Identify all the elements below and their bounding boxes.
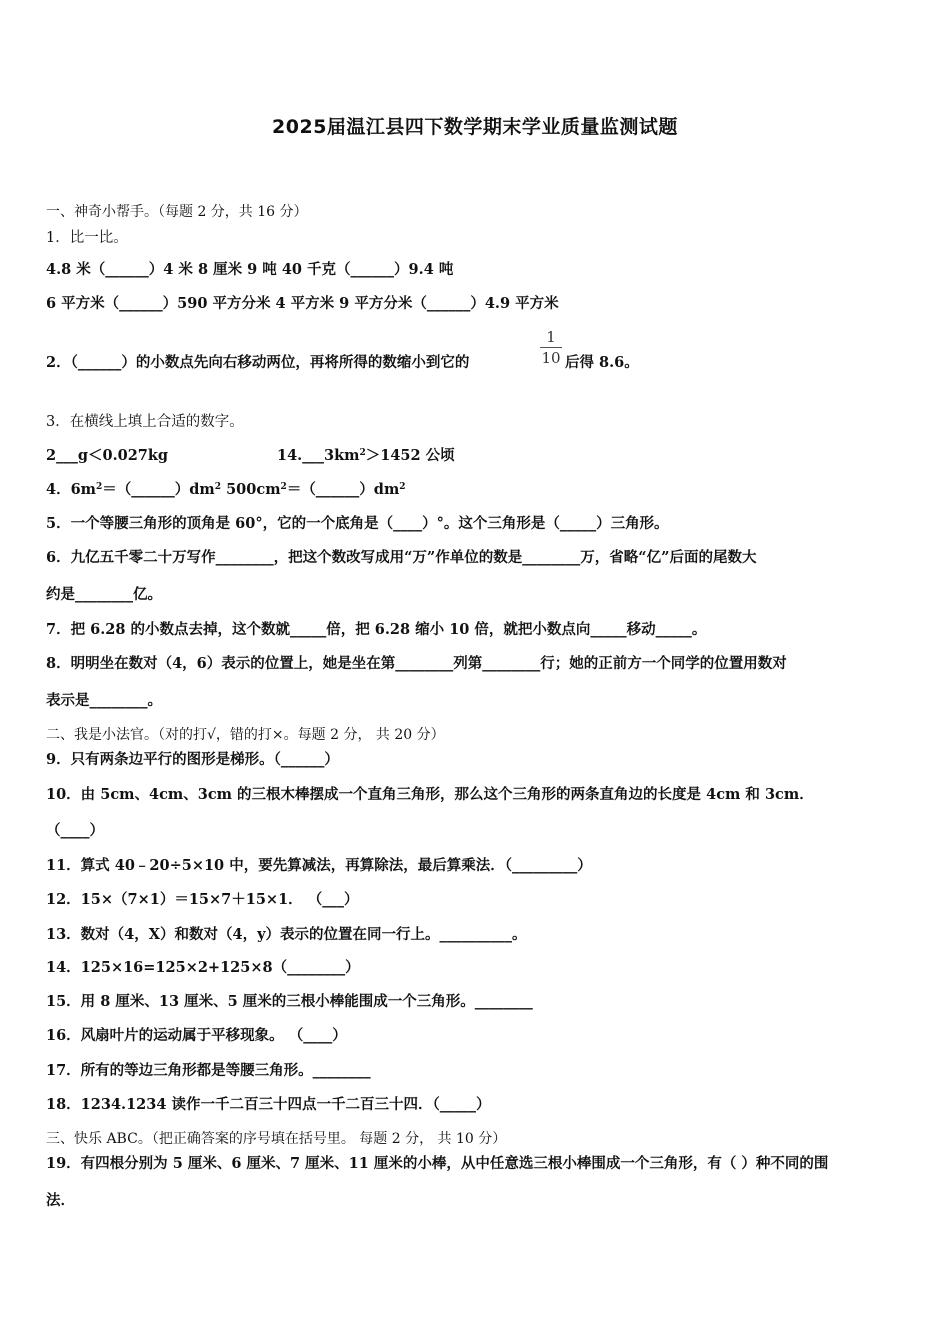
question-6-line-2: 约是________亿。 — [46, 586, 162, 603]
section-2-heading: 二、我是小法官。（对的打√，错的打×。每题 2 分， 共 20 分） — [46, 727, 445, 743]
question-17: 17．所有的等边三角形都是等腰三角形。________ — [46, 1062, 371, 1079]
question-19-line-2: 法． — [46, 1192, 75, 1209]
superscript-2: 2 — [96, 482, 103, 492]
question-15: 15．用 8 厘米、13 厘米、5 厘米的三根小棒能围成一个三角形。________ — [46, 993, 533, 1010]
question-1: 1．比一比。 — [46, 230, 128, 246]
section-1-heading: 一、神奇小帮手。（每题 2 分，共 16 分） — [46, 204, 308, 220]
question-14: 14．125×16=125×2+125×8（________） — [46, 959, 360, 976]
question-6-line-1: 6．九亿五千零二十万写作________，把这个数改写成用“万”作单位的数是________万，省略“亿”后面的尾数大 — [46, 549, 757, 566]
question-3-item-a: 2___g＜0.027kg — [46, 447, 169, 464]
page-title: 2025届温江县四下数学期末学业质量监测试题 — [272, 116, 678, 138]
question-3-item-b — [277, 446, 455, 466]
question-16: 16．风扇叶片的运动属于平移现象。 （____） — [46, 1027, 347, 1044]
fraction-one-tenth — [540, 328, 562, 367]
superscript-2: 2 — [214, 482, 222, 492]
fraction-numerator: 1 — [546, 328, 556, 346]
question-3-item-b-text1: 14.___3km — [277, 447, 360, 464]
question-12: 12．15×（7×1）＝15×7＋15×1． （___） — [46, 891, 359, 908]
question-1-row-b: 6 平方米（______）590 平方分米 4 平方米 9 平方分米（______）4.9 平方米 — [46, 295, 559, 312]
question-3: 3．在横线上填上合适的数字。 — [46, 414, 244, 430]
question-10-line-1: 10．由 5cm、4cm、3cm 的三根木棒摆成一个直角三角形，那么这个三角形的两条直角边的长度是 4cm 和 3cm． — [46, 786, 814, 803]
question-7: 7．把 6.28 的小数点去掉，这个数就_____倍，把 6.28 缩小 10 倍，就把小数点向_____移动_____。 — [46, 621, 707, 638]
question-18: 18．1234.1234 读作一千二百三十四点一千二百三十四．（_____） — [46, 1096, 491, 1113]
question-9: 9．只有两条边平行的图形是梯形。（______） — [46, 751, 339, 768]
question-4-text4: ＝（______）dm — [286, 481, 400, 498]
question-1-row-a: 4.8 米（______）4 米 8 厘米 9 吨 40 千克（______）9.4 吨 — [46, 261, 454, 278]
question-4-text3: 500cm — [221, 481, 281, 498]
question-2-part-b: 后得 8.6。 — [565, 354, 639, 371]
superscript-2: 2 — [280, 482, 287, 492]
question-8-line-1: 8．明明坐在数对（4，6）表示的位置上，她是坐在第________列第________行；她的正前方一个同学的位置用数对 — [46, 655, 787, 672]
question-4-text2: ＝（______）dm — [102, 481, 215, 498]
question-4-text1: 4．6m — [46, 481, 97, 498]
question-2-part-a: 2．（______）的小数点先向右移动两位，再将所得的数缩小到它的 — [46, 354, 470, 371]
fraction-bar — [540, 347, 562, 348]
question-5: 5．一个等腰三角形的顶角是 60°，它的一个底角是（____）°。这个三角形是（_____）三角形。 — [46, 515, 669, 532]
question-13: 13．数对（4，X）和数对（4，y）表示的位置在同一行上。__________。 — [46, 926, 527, 943]
question-11: 11．算式 40﹣20÷5×10 中，要先算减法，再算除法，最后算乘法．（_________） — [46, 857, 592, 874]
superscript-2: 2 — [359, 448, 366, 458]
question-8-line-2: 表示是________。 — [46, 692, 162, 709]
question-10-line-2: （____） — [46, 822, 104, 839]
question-19-line-1: 19．有四根分别为 5 厘米、6 厘米、7 厘米、11 厘米的小棒，从中任意选三根小棒围成一个三角形，有（ ）种不同的围 — [46, 1155, 829, 1172]
superscript-2: 2 — [399, 482, 406, 492]
question-4 — [46, 480, 406, 500]
fraction-denominator: 10 — [541, 349, 561, 367]
section-3-heading: 三、快乐 ABC。（把正确答案的序号填在括号里。 每题 2 分， 共 10 分） — [46, 1131, 507, 1147]
question-3-item-b-text2: ＞1452 公顷 — [365, 447, 455, 464]
